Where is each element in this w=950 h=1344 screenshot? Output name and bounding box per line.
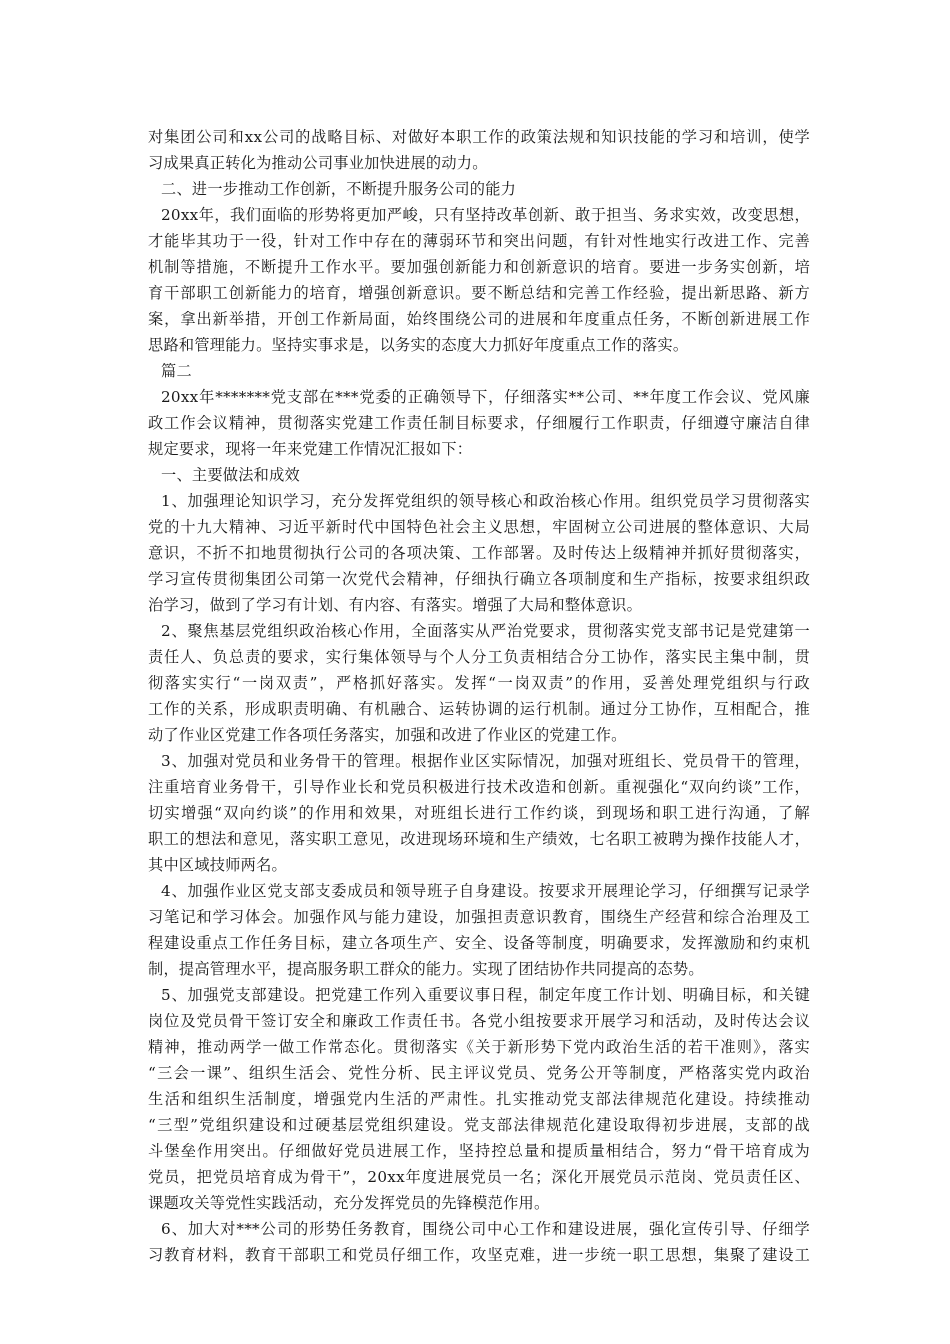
text-line: 其中区域技师两名。	[148, 856, 287, 874]
text-line: 岗位及党员骨干签订安全和廉政工作责任书。各党小组按要求开展学习和活动，及时传达会议	[148, 1012, 810, 1030]
text-line: “三会一课”、组织生活会、党性分析、民主评议党员、党务公开等制度，严格落实党内政治	[148, 1064, 810, 1082]
text-line: “三型”党组织建设和过硬基层党组织建设。党支部法律规范化建设取得初步进展，支部的战	[148, 1116, 810, 1134]
paragraph-start-line: 20xx年*******党支部在***党委的正确领导下，仔细落实**公司、**年度工作会议、党风廉	[161, 388, 810, 406]
text-line: 学习宣传贯彻集团公司第一次党代会精神，仔细执行确立各项制度和生产指标，按要求组织政	[148, 570, 810, 588]
text-line: 案，拿出新举措，开创工作新局面，始终围绕公司的进展和年度重点任务，不断创新进展工作	[148, 310, 810, 328]
paragraph-start-line: 4、加强作业区党支部支委成员和领导班子自身建设。按要求开展理论学习，仔细撰写记录学	[161, 882, 810, 900]
text-line: 机制等措施，不断提升工作水平。要加强创新能力和创新意识的培育。要进一步务实创新，培	[148, 258, 810, 276]
paragraph-start-line: 6、加大对***公司的形势任务教育，围绕公司中心工作和建设进展，强化宣传引导、仔细学	[161, 1220, 810, 1238]
text-line: 习成果真正转化为推动公司事业加快进展的动力。	[148, 154, 488, 172]
text-line: 动了作业区党建工作各项任务落实，加强和改进了作业区的党建工作。	[148, 726, 627, 744]
text-line: 党的十九大精神、习近平新时代中国特色社会主义思想，牢固树立公司进展的整体意识、大局	[148, 518, 810, 536]
paragraph-start-line: 2、聚焦基层党组织政治核心作用，全面落实从严治党要求，贯彻落实党支部书记是党建第一	[161, 622, 810, 640]
text-line: 习笔记和学习体会。加强作风与能力建设，加强担责意识教育，围绕生产经营和综合治理及工	[148, 908, 810, 926]
text-line: 党员，把党员培育成为骨干”，20xx年度进展党员一名；深化开展党员示范岗、党员责任区、	[148, 1168, 810, 1186]
paragraph-start-line: 5、加强党支部建设。把党建工作列入重要议事日程，制定年度工作计划、明确目标，和关键	[161, 986, 810, 1004]
text-line: 程建设重点工作任务目标，建立各项生产、安全、设备等制度，明确要求，发挥激励和约束机	[148, 934, 810, 952]
text-line: 制，提高管理水平，提高服务职工群众的能力。实现了团结协作共同提高的态势。	[148, 960, 704, 978]
text-line: 规定要求，现将一年来党建工作情况汇报如下：	[148, 440, 473, 458]
section-heading: 一、主要做法和成效	[161, 466, 300, 484]
text-line: 思路和管理能力。坚持实事求是，以务实的态度大力抓好年度重点工作的落实。	[148, 336, 689, 354]
text-line: 意识，不折不扣地贯彻执行公司的各项决策、工作部署。及时传达上级精神并抓好贯彻落实，	[148, 544, 810, 562]
text-line: 工作的关系，形成职责明确、有机融合、运转协调的运行机制。通过分工协作，互相配合，推	[148, 700, 810, 718]
text-line: 注重培育业务骨干，引导作业长和党员积极进行技术改造和创新。重视强化“双向约谈”工作，	[148, 778, 810, 796]
text-line: 政工作会议精神，贯彻落实党建工作责任制目标要求，仔细履行工作职责，仔细遵守廉洁自律	[148, 414, 810, 432]
text-line: 责任人、负总责的要求，实行集体领导与个人分工负责相结合分工协作，落实民主集中制，贯	[148, 648, 810, 666]
text-line: 育干部职工创新能力的培育，增强创新意识。要不断总结和完善工作经验，提出新思路、新方	[148, 284, 810, 302]
section-heading: 篇二	[161, 362, 192, 380]
text-line: 斗堡垒作用突出。仔细做好党员进展工作，坚持控总量和提质量相结合，努力“骨干培育成为	[148, 1142, 810, 1160]
text-line: 课题攻关等党性实践活动，充分发挥党员的先锋模范作用。	[148, 1194, 550, 1212]
text-line: 生活和组织生活制度，增强党内生活的严肃性。扎实推动党支部法律规范化建设。持续推动	[148, 1090, 810, 1108]
paragraph-start-line: 20xx年，我们面临的形势将更加严峻，只有坚持改革创新、敢于担当、务求实效，改变思想，	[161, 206, 810, 224]
text-line: 习教育材料，教育干部职工和党员仔细工作，攻坚克难，进一步统一职工思想，集聚了建设工	[148, 1246, 810, 1264]
text-line: 职工的想法和意见，落实职工意见，改进现场环境和生产绩效，七名职工被聘为操作技能人才，	[148, 830, 810, 848]
text-line: 彻落实实行“一岗双责”，严格抓好落实。发挥“一岗双责”的作用，妥善处理党组织与行政	[148, 674, 810, 692]
paragraph-start-line: 3、加强对党员和业务骨干的管理。根据作业区实际情况，加强对班组长、党员骨干的管理，	[161, 752, 810, 770]
text-line: 精神，推动两学一做工作常态化。贯彻落实《关于新形势下党内政治生活的若干准则》，落实	[148, 1038, 810, 1056]
text-line: 治学习，做到了学习有计划、有内容、有落实。增强了大局和整体意识。	[148, 596, 642, 614]
text-line: 对集团公司和xx公司的战略目标、对做好本职工作的政策法规和知识技能的学习和培训，使学	[148, 128, 810, 146]
text-line: 才能毕其功于一役，针对工作中存在的薄弱环节和突出问题，有针对性地实行改进工作、完善	[148, 232, 810, 250]
paragraph-start-line: 1、加强理论知识学习，充分发挥党组织的领导核心和政治核心作用。组织党员学习贯彻落实	[161, 492, 810, 510]
section-heading: 二、进一步推动工作创新，不断提升服务公司的能力	[161, 180, 517, 198]
text-line: 切实增强“双向约谈”的作用和效果，对班组长进行工作约谈，到现场和职工进行沟通，了解	[148, 804, 810, 822]
document-body	[148, 124, 810, 1268]
